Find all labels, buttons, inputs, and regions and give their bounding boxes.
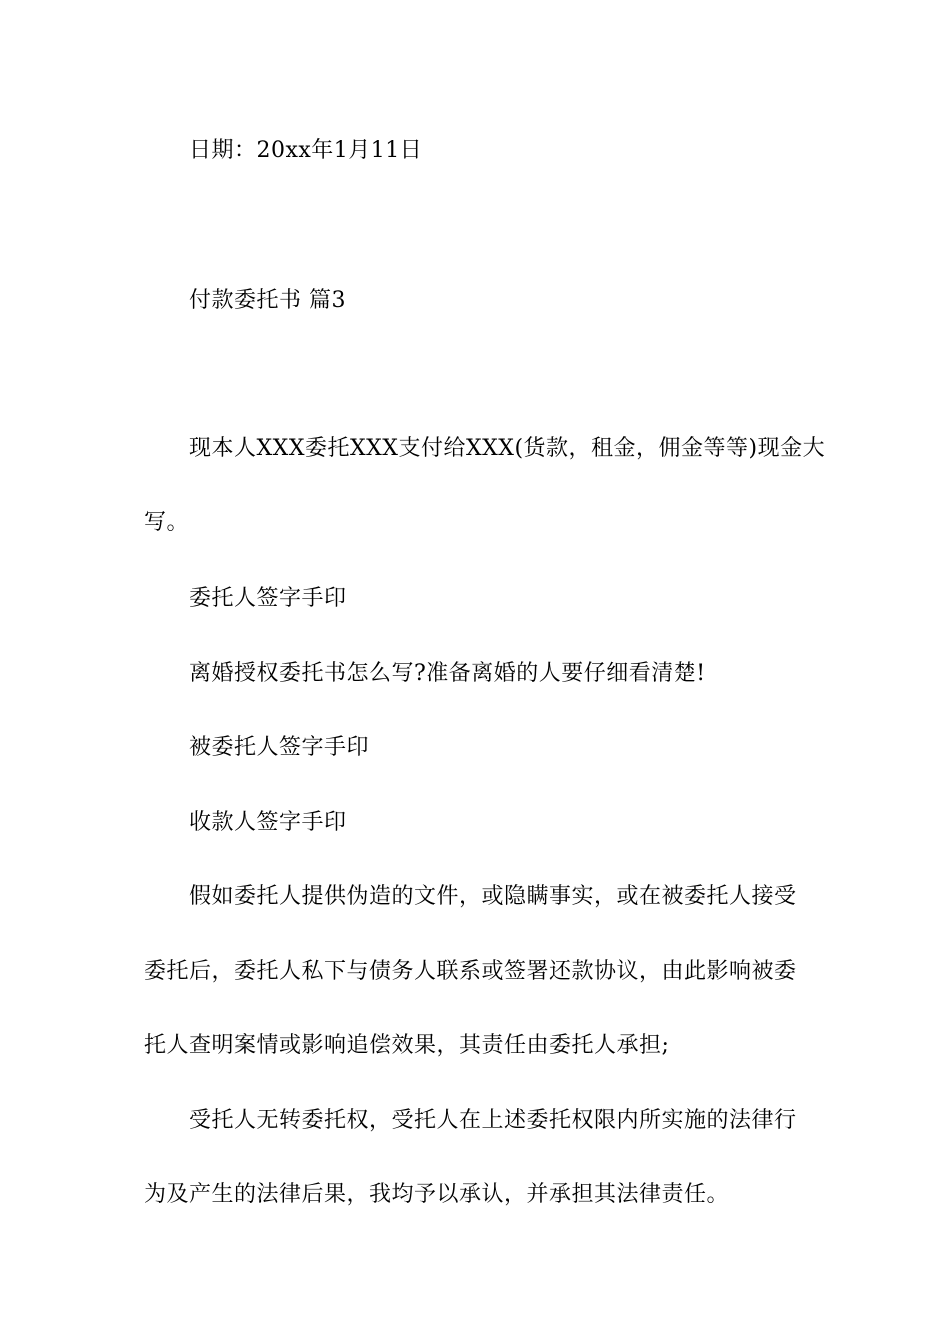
paragraph-4: 被委托人签字手印 <box>189 735 370 760</box>
paragraph-7-line-1: 受托人无转委托权，受托人在上述委托权限内所实施的法律行 <box>189 1108 797 1133</box>
paragraph-6-line-1: 假如委托人提供伪造的文件，或隐瞒事实，或在被委托人接受 <box>189 884 797 909</box>
paragraph-3: 离婚授权委托书怎么写?准备离婚的人要仔细看清楚! <box>189 661 706 686</box>
paragraph-1-line-2: 写。 <box>144 510 190 535</box>
date-line: 日期：20xx年1月11日 <box>189 138 423 163</box>
paragraph-7-line-2: 为及产生的法律后果，我均予以承认，并承担其法律责任。 <box>144 1182 730 1207</box>
paragraph-1-line-1: 现本人XXX委托XXX支付给XXX(货款，租金，佣金等等)现金大 <box>189 436 826 461</box>
paragraph-6-line-3: 托人查明案情或影响追偿效果，其责任由委托人承担; <box>144 1033 670 1058</box>
paragraph-6-line-2: 委托后，委托人私下与债务人联系或签署还款协议，由此影响被委 <box>144 959 797 984</box>
section-heading: 付款委托书 篇3 <box>189 288 346 313</box>
paragraph-5: 收款人签字手印 <box>189 810 347 835</box>
paragraph-2: 委托人签字手印 <box>189 586 347 611</box>
